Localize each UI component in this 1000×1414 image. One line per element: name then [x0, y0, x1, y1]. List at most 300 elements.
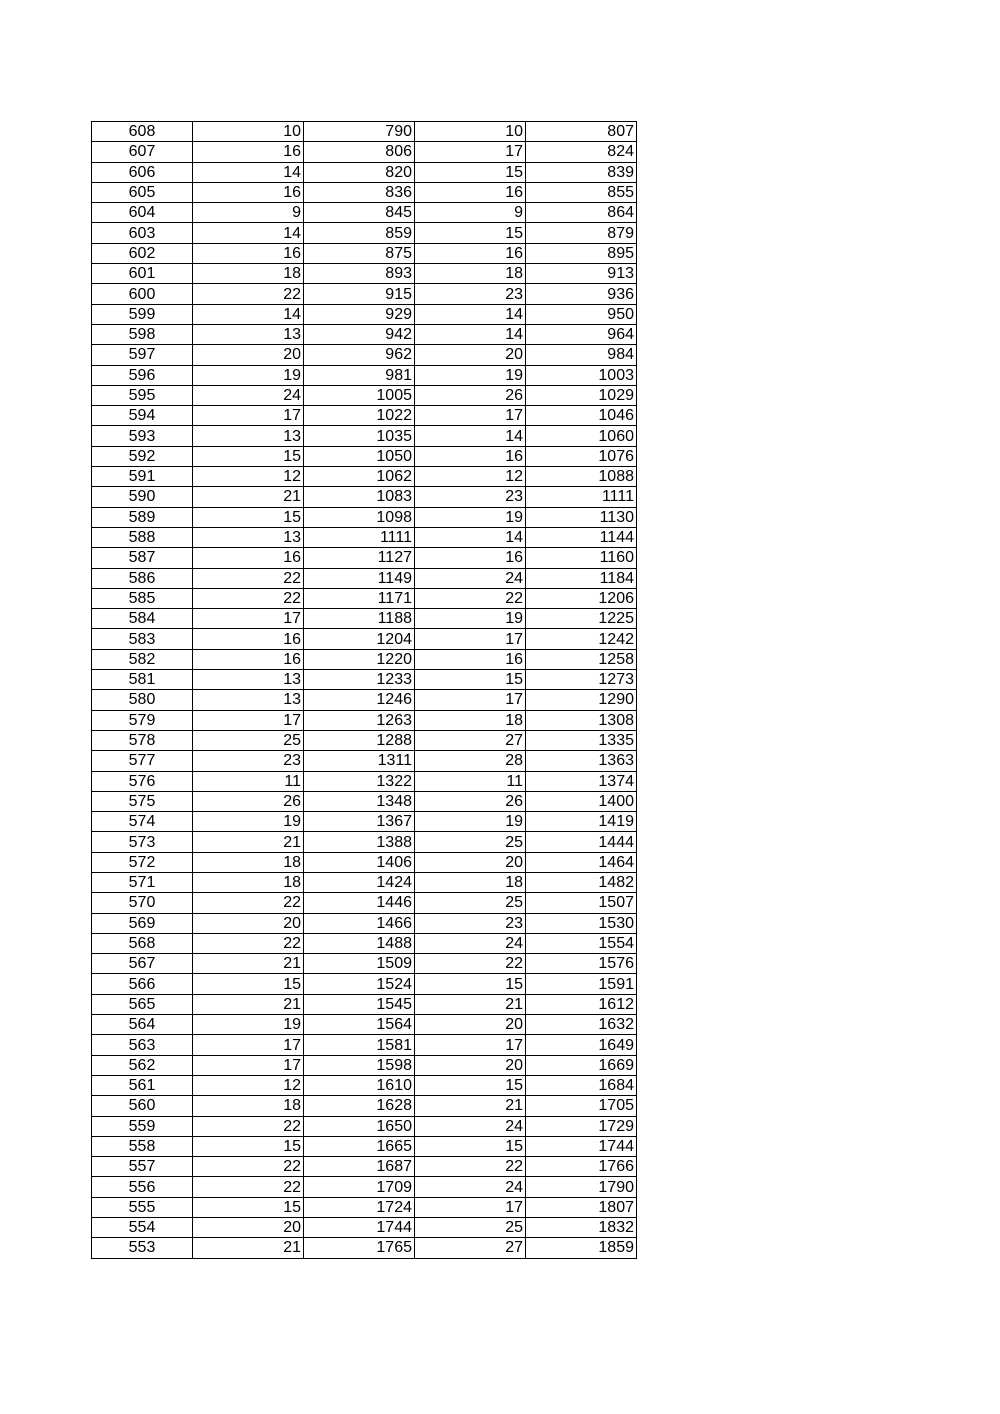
table-cell: 1650: [304, 1116, 415, 1136]
table-cell: 14: [415, 426, 526, 446]
table-cell: 1507: [526, 893, 637, 913]
row-key-cell: 587: [92, 548, 193, 568]
table-cell: 17: [415, 1197, 526, 1217]
table-cell: 942: [304, 324, 415, 344]
table-cell: 1348: [304, 791, 415, 811]
table-cell: 24: [415, 1177, 526, 1197]
table-cell: 20: [415, 345, 526, 365]
table-cell: 17: [415, 690, 526, 710]
table-cell: 26: [193, 791, 304, 811]
row-key-cell: 579: [92, 710, 193, 730]
table-cell: 15: [415, 974, 526, 994]
table-cell: 11: [193, 771, 304, 791]
table-cell: 24: [415, 933, 526, 953]
table-cell: 836: [304, 182, 415, 202]
table-row: [92, 203, 637, 223]
table-cell: 24: [415, 568, 526, 588]
table-row: [92, 568, 637, 588]
table-cell: 21: [193, 954, 304, 974]
row-key-cell: 576: [92, 771, 193, 791]
row-key-cell: 564: [92, 1015, 193, 1035]
row-key-cell: 583: [92, 629, 193, 649]
table-cell: 15: [415, 670, 526, 690]
table-cell: 18: [193, 852, 304, 872]
table-cell: 1446: [304, 893, 415, 913]
table-cell: 984: [526, 345, 637, 365]
table-cell: 824: [526, 142, 637, 162]
table-cell: 14: [193, 223, 304, 243]
row-key-cell: 553: [92, 1238, 193, 1258]
table-cell: 1322: [304, 771, 415, 791]
table-cell: 893: [304, 264, 415, 284]
table-cell: 1046: [526, 406, 637, 426]
row-key-cell: 565: [92, 994, 193, 1014]
row-key-cell: 555: [92, 1197, 193, 1217]
table-cell: 13: [193, 324, 304, 344]
table-cell: 1184: [526, 568, 637, 588]
table-cell: 1419: [526, 812, 637, 832]
table-cell: 17: [415, 629, 526, 649]
table-cell: 895: [526, 243, 637, 263]
table-row: [92, 122, 637, 142]
table-cell: 1005: [304, 385, 415, 405]
table-cell: 15: [415, 223, 526, 243]
row-key-cell: 563: [92, 1035, 193, 1055]
table-cell: 20: [415, 852, 526, 872]
table-cell: 1374: [526, 771, 637, 791]
row-key-cell: 596: [92, 365, 193, 385]
table-cell: 1564: [304, 1015, 415, 1035]
table-cell: 1669: [526, 1055, 637, 1075]
table-cell: 964: [526, 324, 637, 344]
table-cell: 1509: [304, 954, 415, 974]
table-cell: 1160: [526, 548, 637, 568]
table-cell: 26: [415, 385, 526, 405]
table-row: [92, 1157, 637, 1177]
table-cell: 1790: [526, 1177, 637, 1197]
table-row: [92, 1055, 637, 1075]
table-cell: 25: [415, 1218, 526, 1238]
table-cell: 16: [415, 182, 526, 202]
table-cell: 915: [304, 284, 415, 304]
table-row: [92, 162, 637, 182]
table-cell: 1220: [304, 649, 415, 669]
row-key-cell: 554: [92, 1218, 193, 1238]
table-cell: 1649: [526, 1035, 637, 1055]
table-cell: 20: [193, 913, 304, 933]
table-cell: 10: [193, 122, 304, 142]
table-cell: 1204: [304, 629, 415, 649]
table-cell: 1729: [526, 1116, 637, 1136]
table-row: [92, 527, 637, 547]
table-cell: 1665: [304, 1136, 415, 1156]
table-cell: 14: [415, 324, 526, 344]
row-key-cell: 607: [92, 142, 193, 162]
table-cell: 1290: [526, 690, 637, 710]
table-cell: 1188: [304, 609, 415, 629]
table-cell: 1464: [526, 852, 637, 872]
row-key-cell: 581: [92, 670, 193, 690]
table-row: [92, 284, 637, 304]
table-cell: 806: [304, 142, 415, 162]
row-key-cell: 560: [92, 1096, 193, 1116]
table-cell: 1029: [526, 385, 637, 405]
table-cell: 1524: [304, 974, 415, 994]
table-cell: 1273: [526, 670, 637, 690]
table-cell: 27: [415, 1238, 526, 1258]
row-key-cell: 604: [92, 203, 193, 223]
score-table-body: [92, 122, 637, 1259]
table-cell: 17: [415, 406, 526, 426]
row-key-cell: 558: [92, 1136, 193, 1156]
table-row: [92, 954, 637, 974]
row-key-cell: 603: [92, 223, 193, 243]
row-key-cell: 575: [92, 791, 193, 811]
table-cell: 17: [415, 1035, 526, 1055]
table-cell: 19: [415, 609, 526, 629]
table-cell: 1225: [526, 609, 637, 629]
table-row: [92, 893, 637, 913]
table-cell: 1488: [304, 933, 415, 953]
table-cell: 14: [415, 527, 526, 547]
table-row: [92, 507, 637, 527]
table-cell: 16: [193, 182, 304, 202]
table-row: [92, 1177, 637, 1197]
table-row: [92, 365, 637, 385]
table-cell: 15: [415, 162, 526, 182]
table-cell: 1363: [526, 751, 637, 771]
row-key-cell: 608: [92, 122, 193, 142]
table-cell: 21: [193, 487, 304, 507]
table-row: [92, 629, 637, 649]
row-key-cell: 568: [92, 933, 193, 953]
row-key-cell: 605: [92, 182, 193, 202]
table-cell: 22: [193, 933, 304, 953]
row-key-cell: 586: [92, 568, 193, 588]
row-key-cell: 566: [92, 974, 193, 994]
row-key-cell: 582: [92, 649, 193, 669]
table-cell: 1149: [304, 568, 415, 588]
table-cell: 1022: [304, 406, 415, 426]
table-row: [92, 487, 637, 507]
table-cell: 1400: [526, 791, 637, 811]
table-cell: 9: [193, 203, 304, 223]
row-key-cell: 606: [92, 162, 193, 182]
table-cell: 1335: [526, 730, 637, 750]
table-cell: 820: [304, 162, 415, 182]
table-cell: 929: [304, 304, 415, 324]
table-row: [92, 751, 637, 771]
table-row: [92, 913, 637, 933]
row-key-cell: 598: [92, 324, 193, 344]
table-cell: 22: [193, 1116, 304, 1136]
table-cell: 9: [415, 203, 526, 223]
table-cell: 913: [526, 264, 637, 284]
table-cell: 21: [193, 832, 304, 852]
row-key-cell: 562: [92, 1055, 193, 1075]
table-cell: 10: [415, 122, 526, 142]
table-cell: 1035: [304, 426, 415, 446]
table-cell: 16: [193, 142, 304, 162]
table-cell: 22: [193, 588, 304, 608]
table-cell: 1050: [304, 446, 415, 466]
table-cell: 20: [415, 1055, 526, 1075]
table-cell: 1724: [304, 1197, 415, 1217]
table-cell: 1367: [304, 812, 415, 832]
row-key-cell: 567: [92, 954, 193, 974]
table-row: [92, 994, 637, 1014]
row-key-cell: 585: [92, 588, 193, 608]
table-cell: 14: [193, 162, 304, 182]
score-table: [91, 121, 637, 1259]
row-key-cell: 572: [92, 852, 193, 872]
table-cell: 25: [415, 832, 526, 852]
table-cell: 950: [526, 304, 637, 324]
row-key-cell: 594: [92, 406, 193, 426]
table-cell: 21: [193, 994, 304, 1014]
table-cell: 22: [193, 1177, 304, 1197]
table-cell: 13: [193, 690, 304, 710]
table-row: [92, 1015, 637, 1035]
table-row: [92, 264, 637, 284]
table-cell: 1832: [526, 1218, 637, 1238]
table-row: [92, 446, 637, 466]
row-key-cell: 570: [92, 893, 193, 913]
row-key-cell: 602: [92, 243, 193, 263]
table-cell: 16: [415, 243, 526, 263]
table-cell: 1612: [526, 994, 637, 1014]
table-cell: 19: [193, 365, 304, 385]
row-key-cell: 571: [92, 872, 193, 892]
table-cell: 1554: [526, 933, 637, 953]
table-row: [92, 609, 637, 629]
table-row: [92, 345, 637, 365]
table-row: [92, 812, 637, 832]
table-cell: 15: [193, 1136, 304, 1156]
table-cell: 1466: [304, 913, 415, 933]
table-cell: 1744: [304, 1218, 415, 1238]
table-cell: 1545: [304, 994, 415, 1014]
table-cell: 981: [304, 365, 415, 385]
table-cell: 17: [193, 1035, 304, 1055]
row-key-cell: 591: [92, 467, 193, 487]
table-cell: 1076: [526, 446, 637, 466]
table-cell: 22: [193, 568, 304, 588]
table-row: [92, 1197, 637, 1217]
table-cell: 19: [415, 507, 526, 527]
table-cell: 1098: [304, 507, 415, 527]
table-row: [92, 649, 637, 669]
table-cell: 16: [193, 548, 304, 568]
table-cell: 1406: [304, 852, 415, 872]
table-cell: 1263: [304, 710, 415, 730]
row-key-cell: 595: [92, 385, 193, 405]
row-key-cell: 557: [92, 1157, 193, 1177]
table-cell: 22: [415, 954, 526, 974]
table-cell: 1144: [526, 527, 637, 547]
table-cell: 1388: [304, 832, 415, 852]
table-cell: 15: [415, 1136, 526, 1156]
table-cell: 17: [193, 406, 304, 426]
table-cell: 790: [304, 122, 415, 142]
table-cell: 1424: [304, 872, 415, 892]
table-cell: 18: [415, 264, 526, 284]
row-key-cell: 584: [92, 609, 193, 629]
row-key-cell: 601: [92, 264, 193, 284]
table-cell: 1765: [304, 1238, 415, 1258]
table-cell: 1709: [304, 1177, 415, 1197]
table-cell: 16: [415, 446, 526, 466]
table-cell: 16: [415, 548, 526, 568]
table-cell: 17: [193, 710, 304, 730]
table-row: [92, 182, 637, 202]
table-row: [92, 974, 637, 994]
table-cell: 1308: [526, 710, 637, 730]
table-cell: 17: [193, 1055, 304, 1075]
table-row: [92, 1238, 637, 1258]
table-row: [92, 1218, 637, 1238]
table-cell: 17: [415, 142, 526, 162]
table-row: [92, 1136, 637, 1156]
row-key-cell: 599: [92, 304, 193, 324]
table-row: [92, 142, 637, 162]
table-row: [92, 588, 637, 608]
table-cell: 1628: [304, 1096, 415, 1116]
table-cell: 1591: [526, 974, 637, 994]
row-key-cell: 573: [92, 832, 193, 852]
table-cell: 864: [526, 203, 637, 223]
table-cell: 22: [415, 1157, 526, 1177]
table-cell: 20: [415, 1015, 526, 1035]
table-cell: 18: [415, 710, 526, 730]
table-row: [92, 690, 637, 710]
table-cell: 1127: [304, 548, 415, 568]
table-cell: 1083: [304, 487, 415, 507]
table-cell: 1088: [526, 467, 637, 487]
table-cell: 28: [415, 751, 526, 771]
table-cell: 16: [415, 649, 526, 669]
table-cell: 23: [415, 487, 526, 507]
table-cell: 11: [415, 771, 526, 791]
table-cell: 12: [415, 467, 526, 487]
row-key-cell: 556: [92, 1177, 193, 1197]
table-cell: 839: [526, 162, 637, 182]
table-cell: 1632: [526, 1015, 637, 1035]
table-cell: 15: [415, 1075, 526, 1095]
table-cell: 1206: [526, 588, 637, 608]
table-cell: 22: [193, 284, 304, 304]
table-cell: 19: [415, 812, 526, 832]
table-cell: 24: [193, 385, 304, 405]
table-cell: 17: [193, 609, 304, 629]
table-cell: 21: [193, 1238, 304, 1258]
table-cell: 20: [193, 1218, 304, 1238]
table-cell: 807: [526, 122, 637, 142]
table-cell: 1003: [526, 365, 637, 385]
row-key-cell: 593: [92, 426, 193, 446]
row-key-cell: 590: [92, 487, 193, 507]
table-cell: 22: [193, 1157, 304, 1177]
table-cell: 16: [193, 629, 304, 649]
row-key-cell: 592: [92, 446, 193, 466]
table-cell: 1687: [304, 1157, 415, 1177]
table-cell: 1598: [304, 1055, 415, 1075]
table-cell: 1060: [526, 426, 637, 446]
table-row: [92, 548, 637, 568]
table-cell: 25: [415, 893, 526, 913]
table-row: [92, 1035, 637, 1055]
table-row: [92, 1096, 637, 1116]
table-cell: 1111: [526, 487, 637, 507]
table-cell: 875: [304, 243, 415, 263]
table-cell: 1807: [526, 1197, 637, 1217]
table-cell: 25: [193, 730, 304, 750]
table-cell: 23: [415, 284, 526, 304]
table-cell: 1766: [526, 1157, 637, 1177]
table-cell: 23: [415, 913, 526, 933]
row-key-cell: 561: [92, 1075, 193, 1095]
table-cell: 15: [193, 974, 304, 994]
table-cell: 936: [526, 284, 637, 304]
table-cell: 22: [193, 893, 304, 913]
table-cell: 14: [415, 304, 526, 324]
row-key-cell: 578: [92, 730, 193, 750]
table-cell: 879: [526, 223, 637, 243]
table-cell: 21: [415, 1096, 526, 1116]
table-cell: 1288: [304, 730, 415, 750]
table-row: [92, 1075, 637, 1095]
table-cell: 1444: [526, 832, 637, 852]
table-cell: 24: [415, 1116, 526, 1136]
table-row: [92, 771, 637, 791]
table-cell: 15: [193, 446, 304, 466]
table-cell: 18: [193, 872, 304, 892]
table-row: [92, 324, 637, 344]
table-cell: 1130: [526, 507, 637, 527]
table-cell: 1311: [304, 751, 415, 771]
table-cell: 1482: [526, 872, 637, 892]
table-cell: 13: [193, 527, 304, 547]
table-cell: 19: [193, 1015, 304, 1035]
row-key-cell: 569: [92, 913, 193, 933]
row-key-cell: 577: [92, 751, 193, 771]
table-row: [92, 406, 637, 426]
table-cell: 1233: [304, 670, 415, 690]
table-row: [92, 872, 637, 892]
table-cell: 962: [304, 345, 415, 365]
row-key-cell: 574: [92, 812, 193, 832]
table-cell: 1246: [304, 690, 415, 710]
table-row: [92, 385, 637, 405]
table-cell: 18: [193, 264, 304, 284]
table-cell: 1859: [526, 1238, 637, 1258]
table-cell: 12: [193, 1075, 304, 1095]
table-cell: 19: [193, 812, 304, 832]
table-cell: 15: [193, 1197, 304, 1217]
row-key-cell: 600: [92, 284, 193, 304]
table-cell: 15: [193, 507, 304, 527]
table-row: [92, 832, 637, 852]
table-cell: 1705: [526, 1096, 637, 1116]
table-row: [92, 426, 637, 446]
row-key-cell: 588: [92, 527, 193, 547]
table-cell: 1062: [304, 467, 415, 487]
table-cell: 23: [193, 751, 304, 771]
table-cell: 1171: [304, 588, 415, 608]
table-cell: 1581: [304, 1035, 415, 1055]
table-cell: 14: [193, 304, 304, 324]
table-row: [92, 933, 637, 953]
